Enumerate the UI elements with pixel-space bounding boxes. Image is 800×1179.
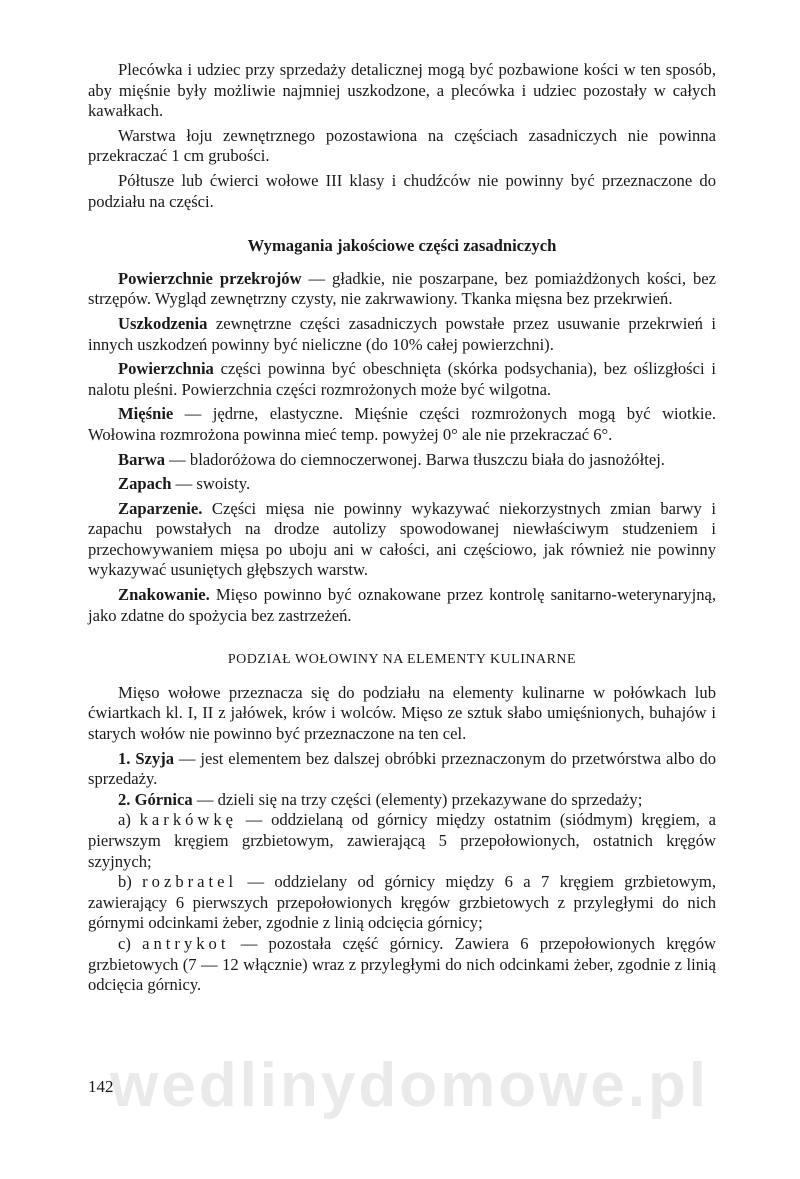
paragraph-surfaces	[88, 269, 716, 310]
term-antrykot: antrykot	[142, 933, 230, 953]
paragraph-color	[88, 450, 716, 471]
section-heading-quality: Wymagania jakościowe części zasadniczych	[247, 236, 557, 256]
term-surfaces: Powierzchnie przekrojów	[118, 268, 302, 288]
term-gornica: 2. Górnica	[118, 789, 193, 809]
paragraph-item-neck	[88, 749, 716, 790]
paragraph-division-intro: Mięso wołowe przeznacza się do podziału na elementy kulinarne w połówkach lub ćwiartkach kl. I, II z jałówek, krów i wolców. Mięso ze sztuk słabo umięśnionych, buhajów i starych wołów nie powinno być przeznaczone na ten cel.	[88, 682, 716, 744]
term-steam: Zaparzenie.	[118, 498, 203, 518]
text-surface: części powinna być obeschnięta (skórka podsychania), bez oślizgłości i nalotu pleśni. Powierzchnia części rozmrożonych może być wilgotna.	[88, 359, 716, 399]
paragraph-sub-b	[88, 872, 716, 934]
text-gornica: — dzieli się na trzy części (elementy) przekazywane do sprzedaży;	[192, 789, 643, 809]
text-karkowka: — oddzielaną od górnicy między ostatnim (siódmym) kręgiem, a pierwszym kręgiem grzbietowym, zawierającą 5 przepołowionych, ostatnich kręgów szyjnych;	[88, 810, 716, 871]
text-rozbratel: — oddzielany od górnicy między 6 a 7 kręgiem grzbietowym, zawierający 6 pierwszych przepołowionych kręgów grzbietowych z przyległymi do nich górnymi odcinkami żeber, zgodnie z linią odcięcia górnicy;	[88, 872, 716, 933]
label-sub-b: b)	[118, 872, 143, 892]
paragraph-warstwa-loju: Warstwa łoju zewnętrznego pozostawiona na częściach zasadniczych nie powinna przekraczać 1 cm grubości.	[88, 125, 716, 166]
paragraph-sub-a	[88, 810, 716, 872]
label-sub-c: c)	[118, 933, 143, 953]
text-surfaces: — gładkie, nie poszarpane, bez pomiażdżonych kości, bez strzępów. Wygląd zewnętrzny czysty, nie zakrwawiony. Tkanka mięsna bez przekrwień.	[88, 268, 716, 309]
text-smell: — swoisty.	[171, 474, 251, 494]
section-heading-division: PODZIAŁ WOŁOWINY NA ELEMENTY KULINARNE	[227, 652, 577, 668]
term-marking: Znakowanie.	[118, 585, 210, 605]
text-damage: zewnętrzne części zasadniczych powstałe przez usuwanie przekrwień i innych uszkodzeń powinny być nieliczne (do 10% całej powierzchni).	[88, 313, 716, 354]
page-text	[88, 60, 716, 996]
text-marking: Mięso powinno być oznakowane przez kontrolę sanitarno-weterynaryjną, jako zdatne do spożycia bez zastrzeżeń.	[88, 585, 716, 625]
term-damage: Uszkodzenia	[118, 313, 208, 333]
paragraph-poltusze: Półtusze lub ćwierci wołowe III klasy i chudźców nie powinny być przeznaczone do podziału na części.	[88, 170, 716, 211]
page-number: 142	[88, 1077, 114, 1096]
label-sub-a: a)	[118, 810, 140, 830]
text-antrykot: — pozostała część górnicy. Zawiera 6 przepołowionych kręgów grzbietowych (7 — 12 włącznie) wraz z przyległymi do nich odcinkami żeber, zgodnie z linią odcięcia górnicy.	[88, 933, 716, 995]
paragraph-plecowka: Plecówka i udziec przy sprzedaży detalicznej mogą być pozbawione kości w ten sposób, aby mięśnie były możliwie najmniej uszkodzone, a plecówka i udziec pozostały w całych kawałkach.	[88, 60, 716, 121]
term-muscles: Mięśnie	[118, 404, 174, 424]
watermark: wedlinydomowe.pl	[110, 1051, 710, 1120]
term-surface: Powierzchnia	[118, 359, 214, 379]
text-neck: — jest elementem bez dalszej obróbki przeznaczonym do przetwórstwa albo do sprzedaży.	[88, 748, 716, 789]
term-rozbratel: rozbratel	[142, 872, 238, 892]
paragraph-sub-c	[88, 934, 716, 996]
text-color: — bladoróżowa do ciemnoczerwonej. Barwa tłuszczu biała do jasnożółtej.	[165, 449, 665, 469]
term-smell: Zapach	[118, 474, 172, 494]
paragraph-item-gornica	[88, 790, 716, 811]
paragraph-damage	[88, 314, 716, 355]
term-neck: 1. Szyja	[118, 748, 175, 768]
term-color: Barwa	[118, 449, 166, 469]
term-karkowka: karkówkę	[139, 810, 238, 830]
paragraph-steam	[88, 499, 716, 581]
paragraph-smell	[88, 474, 716, 495]
paragraph-surface	[88, 359, 716, 400]
text-muscles: — jędrne, elastyczne. Mięśnie części rozmrożonych mogą być wiotkie. Wołowina rozmrożona powinna mieć temp. powyżej 0° ale nie przekraczać 6°.	[88, 404, 716, 444]
paragraph-marking	[88, 585, 716, 626]
text-steam: Części mięsa nie powinny wykazywać niekorzystnych zmian barwy i zapachu powstałych na drodze autolizy spowodowanej niewłaściwym studzeniem i przechowywaniem mięsa po uboju ani w całości, ani częściowo, jak również nie powinny wykazywać usuniętych głębszych warstw.	[88, 498, 716, 580]
paragraph-muscles	[88, 404, 716, 445]
